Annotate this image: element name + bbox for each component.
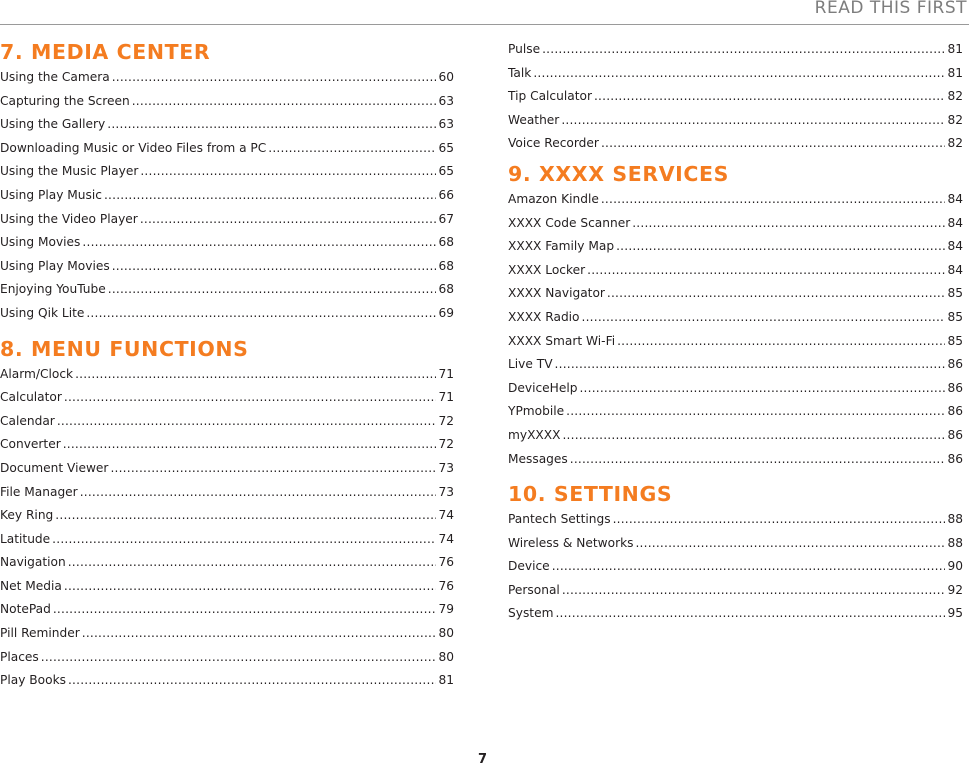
- toc-entry[interactable]: [508, 85, 963, 109]
- dot-leader: [64, 386, 437, 410]
- toc-entry-page: 84: [947, 191, 963, 206]
- toc-entry-title: Document Viewer: [0, 460, 109, 475]
- toc-entry[interactable]: [0, 551, 454, 575]
- toc-right-column: [508, 38, 963, 635]
- toc-entry-page: 72: [438, 413, 454, 428]
- toc-entry[interactable]: [0, 90, 454, 114]
- toc-entry[interactable]: [0, 386, 454, 410]
- dot-leader: [542, 38, 945, 62]
- toc-entry-title: XXXX Radio: [508, 309, 580, 324]
- dot-leader: [68, 551, 437, 575]
- toc-entry-page: 76: [438, 555, 454, 570]
- toc-entry-title: Net Media: [0, 578, 62, 593]
- toc-entry-title: Using Play Movies: [0, 258, 110, 273]
- toc-entry-page: 84: [947, 215, 963, 230]
- section-title: 10. SETTINGS: [508, 482, 673, 507]
- toc-entry-page: 69: [438, 305, 454, 320]
- toc-entry-page: 84: [947, 239, 963, 254]
- dot-leader: [552, 555, 946, 579]
- dot-leader: [80, 481, 437, 505]
- toc-entry[interactable]: [0, 528, 454, 552]
- toc-entry-title: Play Books: [0, 673, 66, 688]
- toc-entry-page: 86: [947, 404, 963, 419]
- toc-entry-page: 86: [947, 380, 963, 395]
- toc-entry-title: Voice Recorder: [508, 136, 599, 151]
- dot-leader: [104, 184, 437, 208]
- toc-entry[interactable]: [0, 113, 454, 137]
- toc-entry-page: 73: [438, 484, 454, 499]
- toc-entry-page: 88: [947, 535, 963, 550]
- toc-entry[interactable]: [0, 255, 454, 279]
- dot-leader: [64, 575, 437, 599]
- toc-entry-title: XXXX Locker: [508, 262, 586, 277]
- toc-entry-page: 80: [438, 649, 454, 664]
- dot-leader: [107, 113, 436, 137]
- toc-entry-page: 79: [438, 602, 454, 617]
- toc-entry[interactable]: [508, 38, 963, 62]
- toc-entry-title: XXXX Family Map: [508, 239, 615, 254]
- toc-entry-title: Pill Reminder: [0, 626, 80, 641]
- dot-leader: [617, 330, 945, 354]
- toc-entry-page: 85: [947, 286, 963, 301]
- toc-section-menu-functions: [0, 335, 454, 693]
- dot-leader: [582, 306, 946, 330]
- toc-entry[interactable]: [0, 184, 454, 208]
- dot-leader: [601, 188, 946, 212]
- toc-entry-title: Converter: [0, 437, 61, 452]
- toc-entry[interactable]: [0, 66, 454, 90]
- dot-leader: [140, 208, 437, 232]
- dot-leader: [566, 400, 945, 424]
- dot-leader: [108, 278, 437, 302]
- toc-entry-title: Places: [0, 649, 39, 664]
- toc-entry-title: Using the Video Player: [0, 211, 138, 226]
- toc-entry[interactable]: [508, 132, 963, 156]
- toc-entry-title: Calendar: [0, 413, 55, 428]
- toc-entry[interactable]: [508, 532, 963, 556]
- dot-leader: [587, 259, 945, 283]
- toc-entry-page: 86: [947, 357, 963, 372]
- toc-entry-list: [508, 508, 963, 626]
- toc-entry-title: Personal: [508, 582, 560, 597]
- dot-leader: [555, 353, 946, 377]
- toc-entry-title: Enjoying YouTube: [0, 282, 106, 297]
- dot-leader: [562, 424, 945, 448]
- toc-entry-title: YPmobile: [508, 404, 565, 419]
- toc-entry-page: 86: [947, 451, 963, 466]
- toc-entry[interactable]: [508, 424, 963, 448]
- toc-entry-page: 72: [438, 437, 454, 452]
- dot-leader: [555, 602, 945, 626]
- toc-entry-page: 73: [438, 460, 454, 475]
- dot-leader: [55, 504, 436, 528]
- toc-entry-title: Using the Camera: [0, 70, 110, 84]
- toc-entry-title: Calculator: [0, 390, 62, 405]
- dot-leader: [63, 433, 437, 457]
- toc-entry-page: 60: [438, 70, 454, 84]
- toc-entry-title: Downloading Music or Video Files from a PC: [0, 140, 267, 155]
- toc-entry-page: 67: [438, 211, 454, 226]
- section-title: 8. MENU FUNCTIONS: [0, 336, 249, 361]
- toc-entry-title: XXXX Navigator: [508, 286, 605, 301]
- dot-leader: [112, 66, 437, 90]
- toc-entry[interactable]: [0, 457, 454, 481]
- toc-entry[interactable]: [508, 306, 963, 330]
- toc-entry-list: [508, 38, 963, 156]
- toc-entry[interactable]: [508, 448, 963, 472]
- toc-entry[interactable]: [508, 62, 963, 86]
- toc-entry-page: 63: [438, 117, 454, 132]
- toc-entry[interactable]: [0, 622, 454, 646]
- dot-leader: [57, 410, 437, 434]
- toc-entry[interactable]: [0, 481, 454, 505]
- dot-leader: [82, 231, 436, 255]
- toc-entry-title: Using Qik Lite: [0, 305, 85, 320]
- toc-entry-title: DeviceHelp: [508, 380, 578, 395]
- toc-entry-title: myXXXX: [508, 427, 561, 442]
- toc-entry[interactable]: [0, 208, 454, 232]
- toc-entry-page: 81: [438, 673, 454, 688]
- toc-entry[interactable]: [508, 235, 963, 259]
- toc-entry[interactable]: [508, 602, 963, 626]
- toc-entry[interactable]: [0, 646, 454, 670]
- toc-entry-title: NotePad: [0, 602, 51, 617]
- toc-entry-page: 82: [947, 89, 963, 104]
- toc-entry[interactable]: [0, 575, 454, 599]
- toc-entry-page: 71: [438, 366, 454, 381]
- dot-leader: [82, 622, 437, 646]
- toc-entry-title: Tip Calculator: [508, 89, 592, 104]
- toc-entry-title: Key Ring: [0, 508, 54, 523]
- toc-entry-page: 71: [438, 390, 454, 405]
- toc-entry-page: 66: [438, 187, 454, 202]
- toc-entry-page: 95: [947, 606, 963, 621]
- toc-entry-page: 68: [438, 282, 454, 297]
- toc-entry-title: Using the Music Player: [0, 164, 139, 179]
- toc-entry[interactable]: [508, 579, 963, 603]
- toc-entry-title: Talk: [508, 65, 532, 80]
- dot-leader: [562, 579, 946, 603]
- toc-entry-page: 76: [438, 578, 454, 593]
- toc-entry[interactable]: [0, 669, 454, 693]
- dot-leader: [53, 598, 437, 622]
- toc-entry-title: Alarm/Clock: [0, 366, 74, 381]
- dot-leader: [570, 448, 946, 472]
- toc-entry-title: Messages: [508, 451, 568, 466]
- toc-entry[interactable]: [508, 259, 963, 283]
- toc-entry-page: 81: [947, 42, 963, 56]
- toc-entry[interactable]: [0, 363, 454, 387]
- toc-entry-page: 74: [438, 531, 454, 546]
- header-label: READ THIS FIRST: [814, 0, 967, 18]
- toc-entry-title: Using Movies: [0, 235, 81, 250]
- toc-entry-page: 86: [947, 427, 963, 442]
- toc-entry-title: Using Play Music: [0, 187, 102, 202]
- dot-leader: [268, 137, 436, 161]
- dot-leader: [140, 160, 436, 184]
- dot-leader: [132, 90, 437, 114]
- toc-entry-page: 90: [947, 559, 963, 574]
- toc-entry-page: 82: [947, 112, 963, 127]
- toc-entry[interactable]: [508, 377, 963, 401]
- dot-leader: [632, 212, 945, 236]
- toc-entry[interactable]: [508, 188, 963, 212]
- toc-entry-title: Weather: [508, 112, 560, 127]
- toc-entry-page: 68: [438, 235, 454, 250]
- toc-left-column: [0, 38, 454, 702]
- toc-entry-page: 84: [947, 262, 963, 277]
- toc-entry-title: Amazon Kindle: [508, 191, 599, 206]
- toc-entry-title: Latitude: [0, 531, 51, 546]
- toc-entry-page: 74: [438, 508, 454, 523]
- dot-leader: [613, 508, 946, 532]
- toc-entry[interactable]: [508, 400, 963, 424]
- toc-entry-title: Using the Gallery: [0, 117, 106, 132]
- toc-entry-title: XXXX Smart Wi-Fi: [508, 333, 616, 348]
- toc-entry-list: [508, 188, 963, 471]
- toc-entry[interactable]: [0, 160, 454, 184]
- dot-leader: [86, 302, 436, 326]
- page-number: 7: [478, 752, 488, 767]
- toc-entry[interactable]: [508, 212, 963, 236]
- dot-leader: [579, 377, 945, 401]
- toc-entry-page: 88: [947, 512, 963, 527]
- toc-entry-page: 68: [438, 258, 454, 273]
- dot-leader: [594, 85, 946, 109]
- toc-entry[interactable]: [508, 109, 963, 133]
- toc-entry[interactable]: [0, 598, 454, 622]
- toc-entry[interactable]: [0, 278, 454, 302]
- toc-section-settings: [508, 480, 963, 626]
- toc-entry-title: Pulse: [508, 42, 541, 56]
- toc-entry-list: [0, 363, 454, 693]
- toc-entry[interactable]: [0, 433, 454, 457]
- toc-entry-page: 82: [947, 136, 963, 151]
- dot-leader: [616, 235, 945, 259]
- toc-section-media-center: [0, 38, 454, 326]
- section-title: 9. XXXX SERVICES: [508, 161, 730, 186]
- toc-entry[interactable]: [0, 504, 454, 528]
- toc-entry-page: 92: [947, 582, 963, 597]
- section-title: 7. MEDIA CENTER: [0, 40, 211, 64]
- toc-entry[interactable]: [0, 137, 454, 161]
- toc-entry-title: Wireless & Networks: [508, 535, 634, 550]
- dot-leader: [52, 528, 436, 552]
- toc-entry[interactable]: [0, 410, 454, 434]
- toc-entry-title: File Manager: [0, 484, 78, 499]
- toc-entry-title: XXXX Code Scanner: [508, 215, 631, 230]
- dot-leader: [112, 255, 437, 279]
- dot-leader: [68, 669, 437, 693]
- toc-entry-title: Device: [508, 559, 550, 574]
- toc-entry-title: Live TV: [508, 357, 553, 372]
- toc-entry[interactable]: [508, 353, 963, 377]
- toc-entry[interactable]: [508, 330, 963, 354]
- toc-entry[interactable]: [508, 508, 963, 532]
- toc-entry[interactable]: [508, 555, 963, 579]
- dot-leader: [533, 62, 945, 86]
- toc-entry[interactable]: [0, 302, 454, 326]
- dot-leader: [607, 282, 946, 306]
- toc-entry-page: 81: [947, 65, 963, 80]
- dot-leader: [561, 109, 945, 133]
- toc-entry-list: [0, 66, 454, 326]
- toc-entry-title: Capturing the Screen: [0, 93, 130, 108]
- header-divider: [0, 24, 969, 25]
- toc-entry-title: Navigation: [0, 555, 66, 570]
- dot-leader: [110, 457, 436, 481]
- toc-entry-title: System: [508, 606, 554, 621]
- toc-entry[interactable]: [0, 231, 454, 255]
- toc-section-menu-functions-continued: [508, 38, 963, 156]
- toc-entry[interactable]: [508, 282, 963, 306]
- toc-entry-page: 80: [438, 626, 454, 641]
- dot-leader: [601, 132, 946, 156]
- toc-entry-page: 65: [438, 164, 454, 179]
- toc-entry-title: Pantech Settings: [508, 512, 611, 527]
- toc-section-xxxx-services: [508, 160, 963, 471]
- toc-entry-page: 63: [438, 93, 454, 108]
- toc-entry-page: 85: [947, 333, 963, 348]
- toc-entry-page: 65: [438, 140, 454, 155]
- dot-leader: [635, 532, 945, 556]
- toc-entry-page: 85: [947, 309, 963, 324]
- dot-leader: [75, 363, 436, 387]
- dot-leader: [41, 646, 437, 670]
